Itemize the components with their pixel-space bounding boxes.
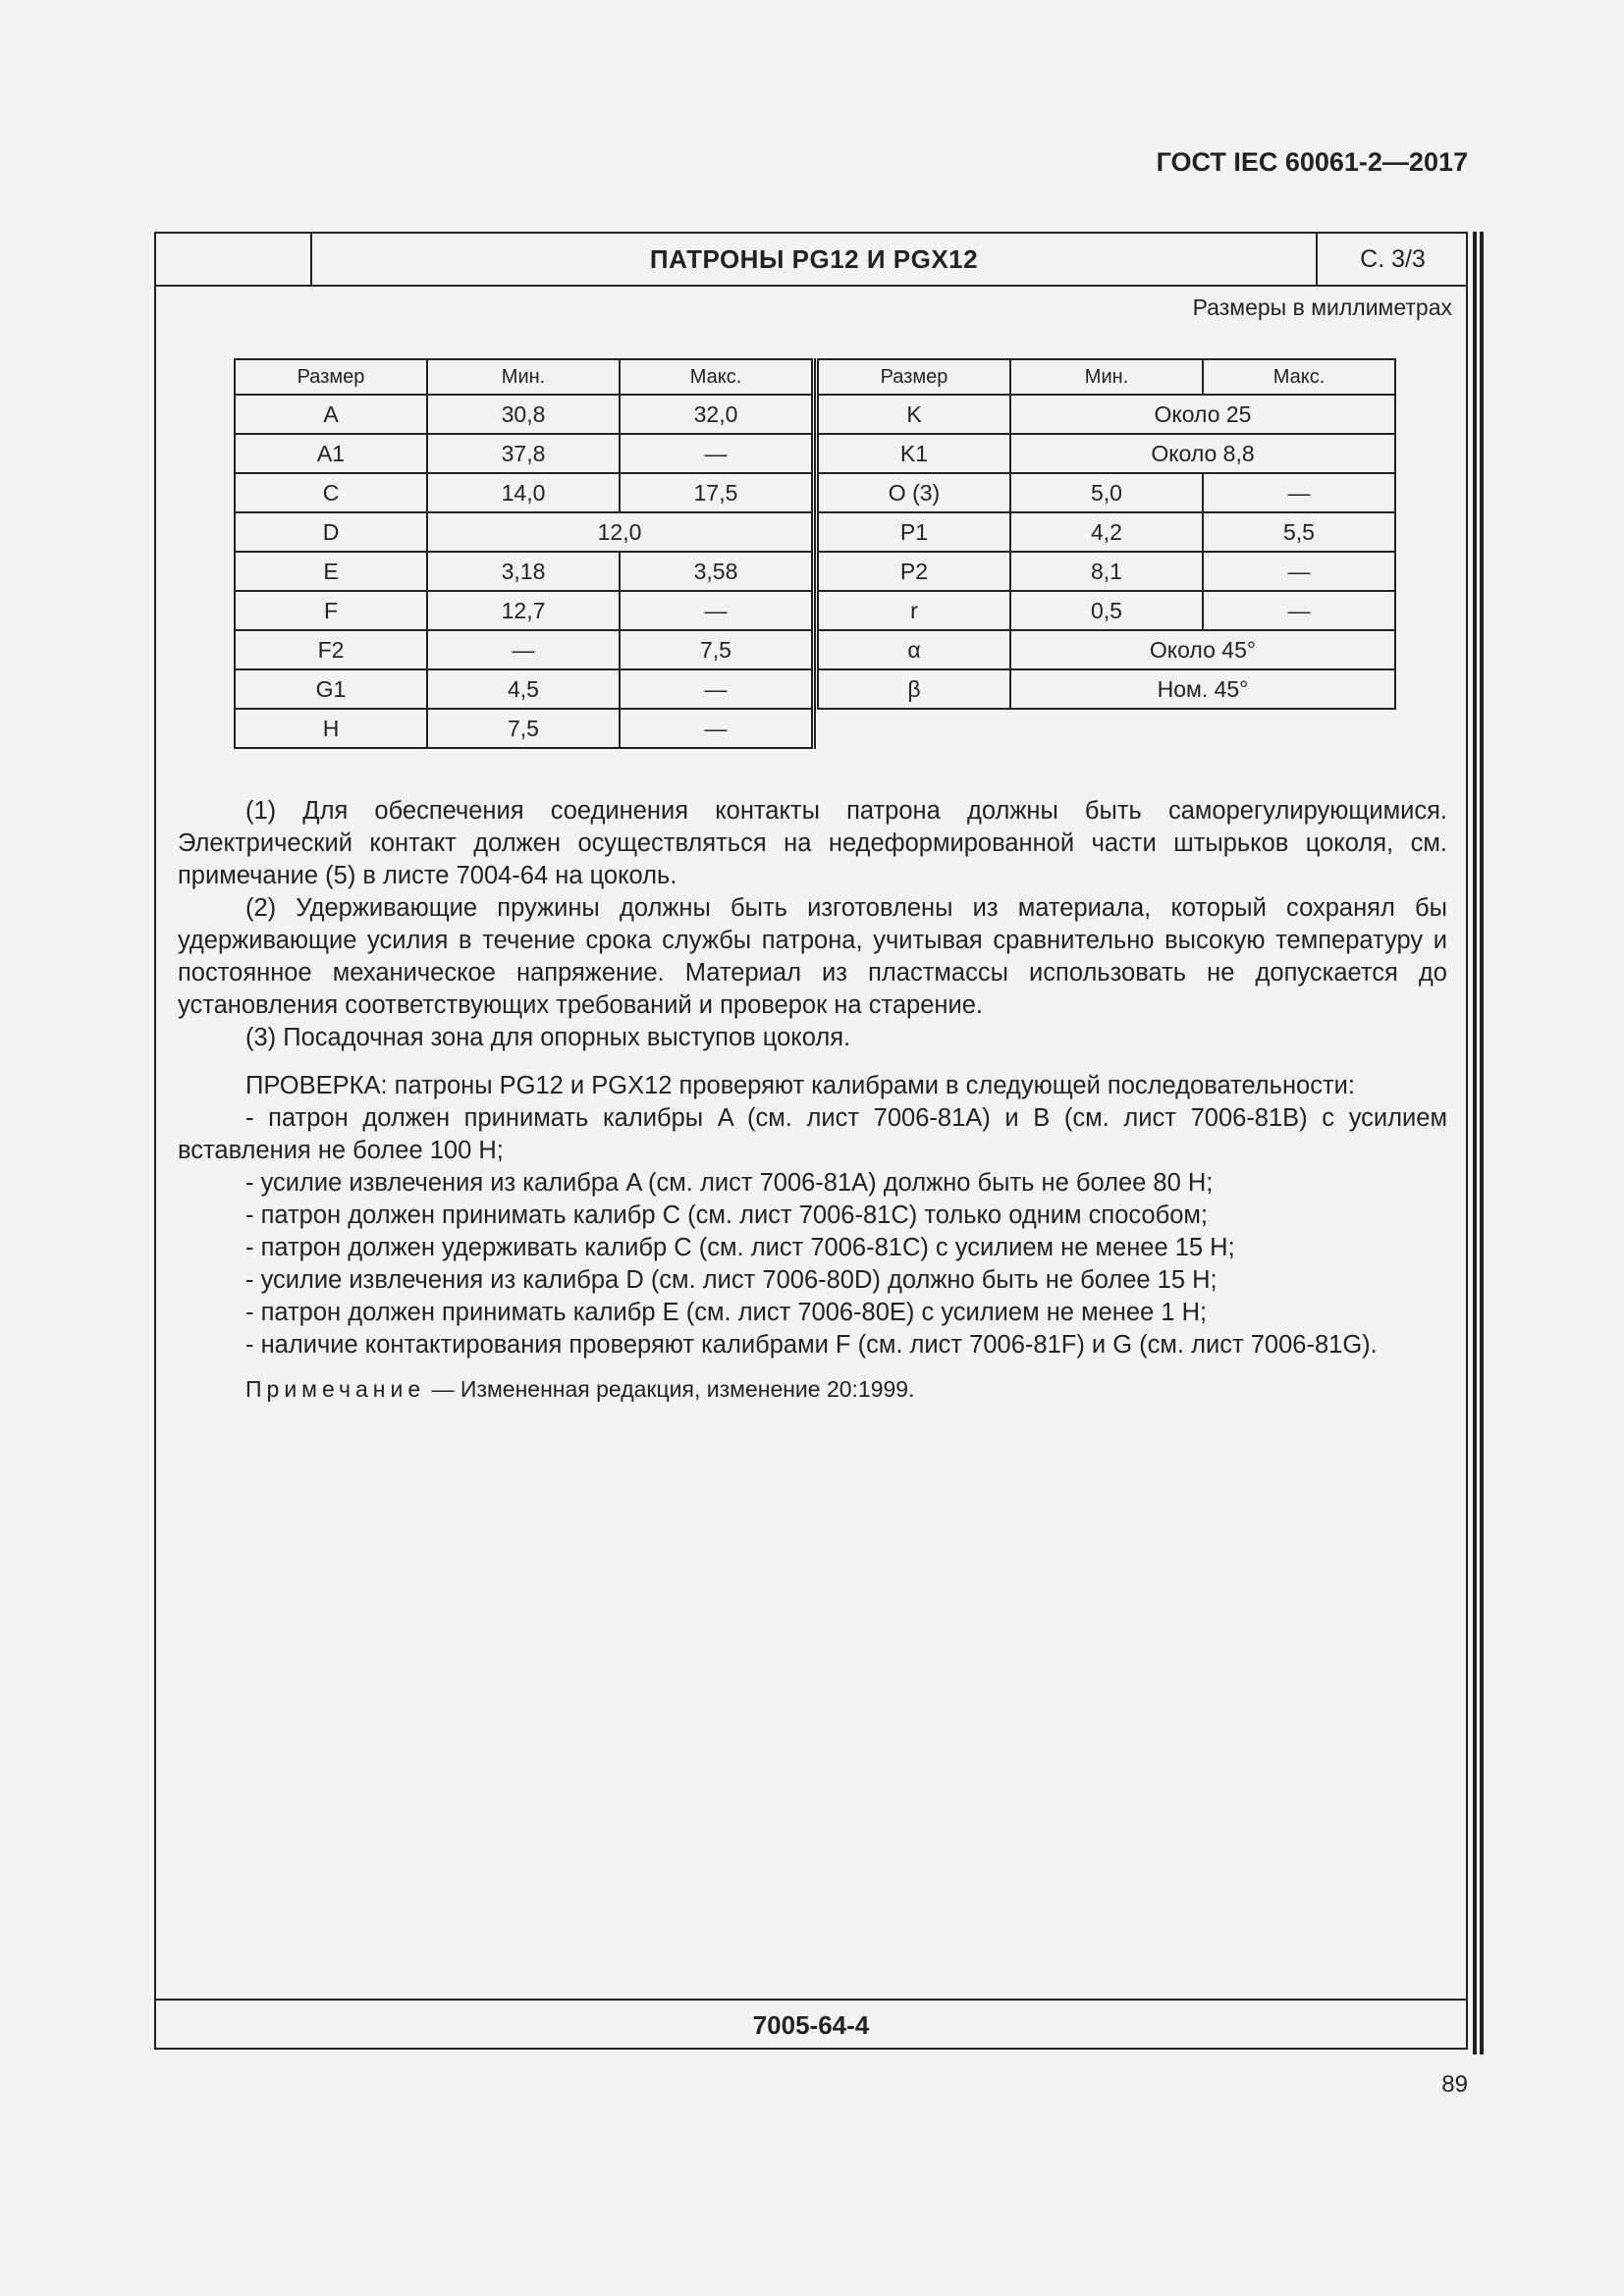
sheet-page: С. 3/3 [1316,234,1468,285]
table-cell: 17,5 [620,473,814,512]
table-row [235,473,814,512]
check-item: - патрон должен принимать калибр E (см. лист 7006-80E) с усилием не менее 1 Н; [245,1299,1208,1326]
table-row [235,395,814,434]
sheet-title [312,234,1316,285]
page-number: 89 [1441,2071,1468,2098]
table-cell: 5,5 [1203,512,1395,552]
table-cell: F [235,591,427,630]
table-cell: Ном. 45° [1010,669,1395,709]
table-cell: — [620,434,814,473]
footnote-text: — Измененная редакция, изменение 20:1999. [431,1376,915,1402]
title-empty-cell [156,234,312,285]
table-cell: E [235,552,427,591]
table-cell: P2 [818,552,1010,591]
table-cell: α [818,630,1010,669]
table-row [818,591,1395,630]
table-cell: 30,8 [427,395,620,434]
sheet-title-text: ПАТРОНЫ PG12 И PGX12 [649,244,979,274]
table-cell: A1 [235,434,427,473]
table-cell: D [235,512,427,552]
table-cell: 4,5 [427,669,620,709]
table-row [235,512,814,552]
header-cell: Макс. [1203,359,1395,395]
table-cell: — [1203,552,1395,591]
table-cell: P1 [818,512,1010,552]
table-cell: 3,58 [620,552,814,591]
table-cell: 3,18 [427,552,620,591]
check-item: - патрон должен удерживать калибр C (см. лист 7006-81C) с усилием не менее 15 Н; [245,1234,1235,1261]
table-row [235,552,814,591]
header-cell: Размер [235,359,427,395]
table-cell: O (3) [818,473,1010,512]
table-cell: 5,0 [1010,473,1203,512]
table-cell: — [1203,591,1395,630]
header-cell: Макс. [620,359,814,395]
table-row [818,434,1395,473]
header-cell: Мин. [1010,359,1203,395]
table-cell: 14,0 [427,473,620,512]
table-cell: K [818,395,1010,434]
table-cell: H [235,709,427,748]
header-cell: Мин. [427,359,620,395]
table-cell: 0,5 [1010,591,1203,630]
table-cell: Около 25 [1010,395,1395,434]
table-cell: — [620,709,814,748]
note-paragraph: (2) Удерживающие пружины должны быть изготовлены из материала, который сохранял бы удерживающие усилия в течение срока службы патрона, учитывая сравнительно высокую температуру и постоянное механическое напряжение. Материал из пластмассы использовать не допускается до установления соответствующих требований и проверок на старение. [178,894,1447,1019]
table-cell: 32,0 [620,395,814,434]
table-row [235,709,814,748]
check-item: - усилие извлечения из калибра D (см. лист 7006-80D) должно быть не более 15 Н; [245,1266,1218,1294]
sheet-code: 7005-64-4 [156,1999,1466,2050]
table-row [818,473,1395,512]
frame-bar [1480,232,1484,2055]
table-header-row [818,359,1395,395]
table-row [235,630,814,669]
footnote-label: Примечание [245,1376,426,1402]
table-cell: C [235,473,427,512]
body-text [178,795,1447,1406]
frame-bar [1473,232,1477,2055]
table-cell: 37,8 [427,434,620,473]
table-cell: — [620,591,814,630]
table-cell: 8,1 [1010,552,1203,591]
table-row [818,630,1395,669]
table-cell: 12,7 [427,591,620,630]
sheet-frame [154,232,1468,2050]
table-cell: 12,0 [427,512,814,552]
dimensions-table-left [234,358,816,749]
table-cell: K1 [818,434,1010,473]
table-cell: Около 8,8 [1010,434,1395,473]
check-item: - усилие извлечения из калибра A (см. лист 7006-81A) должно быть не более 80 Н; [245,1169,1214,1197]
table-cell: β [818,669,1010,709]
note-paragraph: (1) Для обеспечения соединения контакты патрона должны быть саморегулирующимися. Электрический контакт должен осуществляться на недеформированной части штырьков цоколя, см. примечание (5) в листе 7004-64 на цоколь. [178,797,1447,889]
check-intro: ПРОВЕРКА: патроны PG12 и PGX12 проверяют калибрами в следующей последовательности: [245,1072,1355,1099]
table-cell: 7,5 [620,630,814,669]
table-cell: r [818,591,1010,630]
note-paragraph: (3) Посадочная зона для опорных выступов цоколя. [245,1024,851,1051]
table-row [235,434,814,473]
check-item: - наличие контактирования проверяют калибрами F (см. лист 7006-81F) и G (см. лист 7006-81G). [245,1331,1378,1359]
dimensions-table-right [817,358,1396,710]
table-cell: — [427,630,620,669]
table-cell: Около 45° [1010,630,1395,669]
table-cell: — [620,669,814,709]
footnote [178,1373,1447,1406]
table-row [818,552,1395,591]
check-item: - патрон должен принимать калибр C (см. лист 7006-81C) только одним способом; [245,1201,1209,1229]
table-row [235,591,814,630]
table-cell: A [235,395,427,434]
table-cell: 7,5 [427,709,620,748]
table-row [818,395,1395,434]
title-row [156,234,1466,287]
table-cell: 4,2 [1010,512,1203,552]
table-cell: F2 [235,630,427,669]
table-cell: G1 [235,669,427,709]
table-row [235,669,814,709]
standard-header: ГОСТ IEC 60061-2—2017 [1156,147,1468,177]
check-item: - патрон должен принимать калибры A (см. лист 7006-81A) и B (см. лист 7006-81B) с усилием вставления не более 100 Н; [178,1104,1447,1164]
table-row [818,512,1395,552]
table-header-row [235,359,814,395]
table-row [818,669,1395,709]
table-cell: — [1203,473,1395,512]
units-label: Размеры в миллиметрах [1192,294,1452,320]
header-cell: Размер [818,359,1010,395]
